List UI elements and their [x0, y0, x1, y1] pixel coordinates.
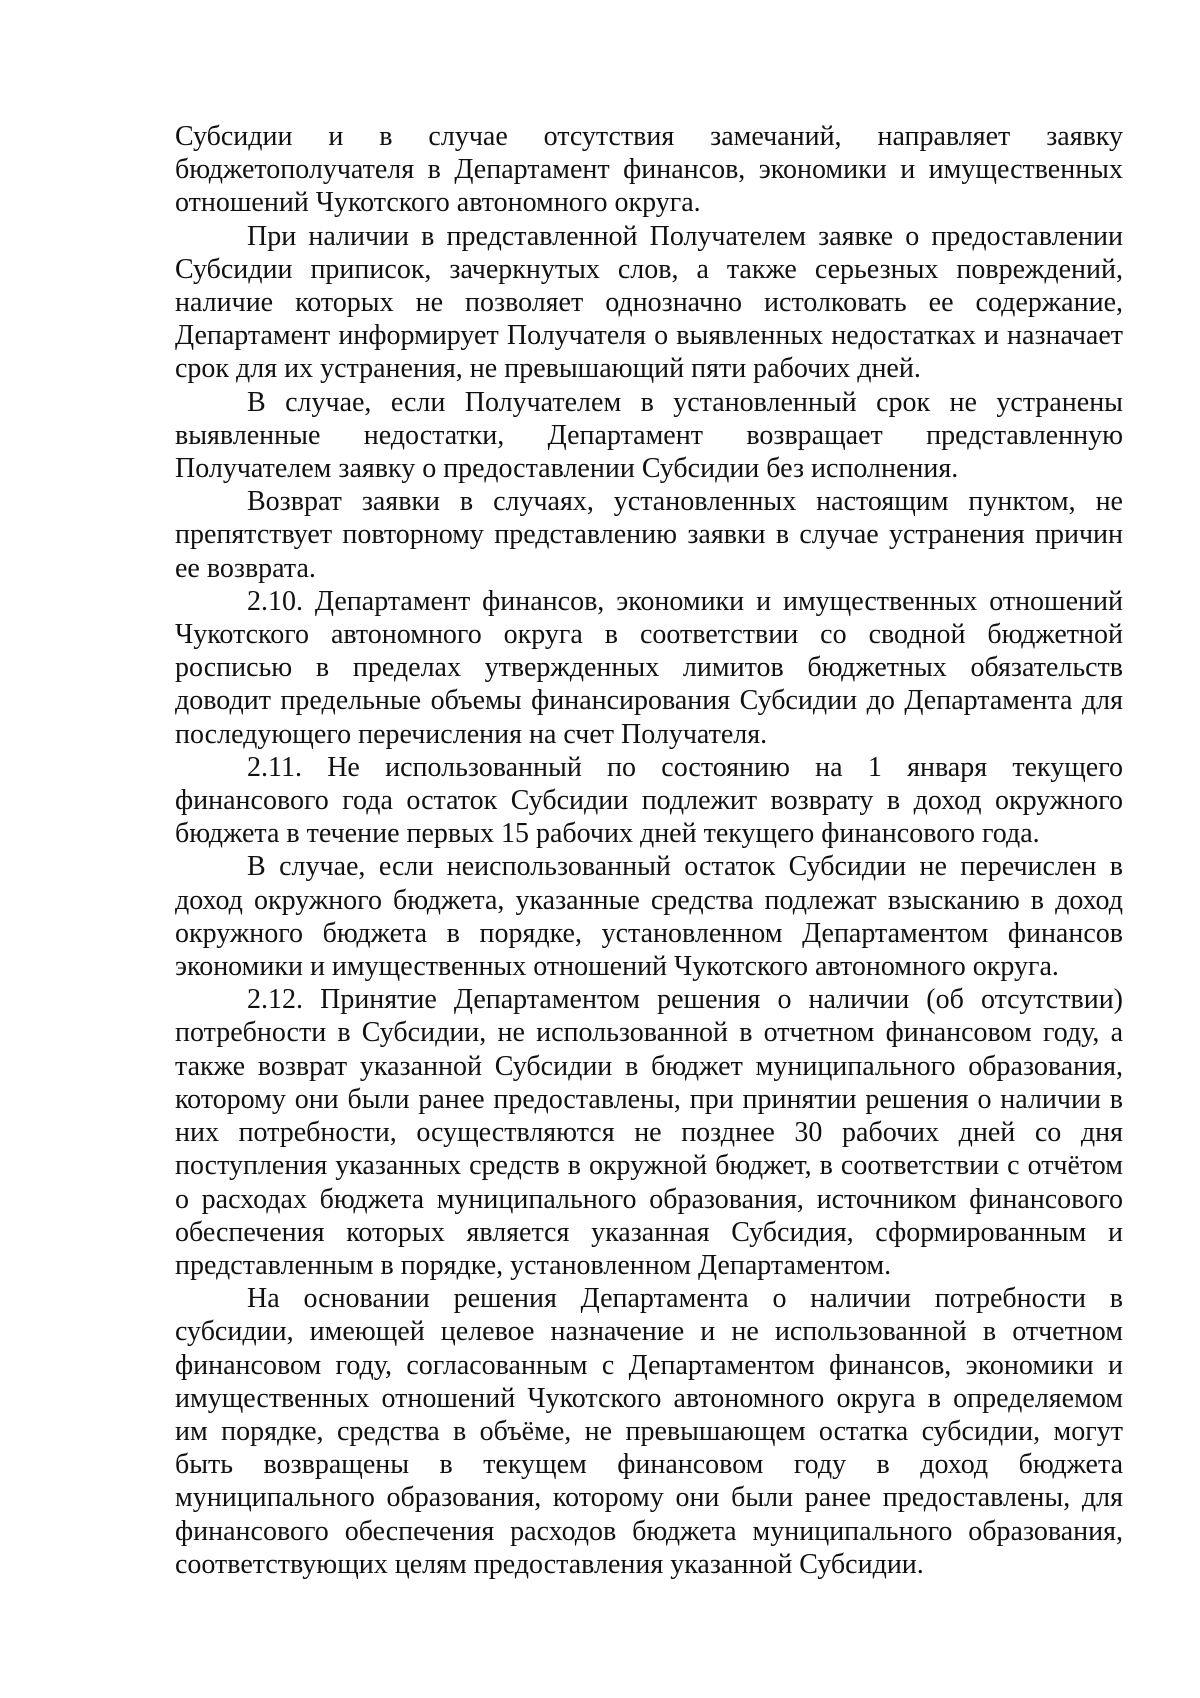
- paragraph: Возврат заявки в случаях, установленных настоящим пунктом, не препятствует повторному представлению заявки в случае устранения причин ее возврата.: [175, 486, 1123, 584]
- paragraph: Субсидии и в случае отсутствия замечаний, направляет заявку бюджетополучателя в Департамент финансов, экономики и имущественных отношений Чукотского автономного округа.: [175, 121, 1123, 219]
- paragraph: В случае, если Получателем в установленный срок не устранены выявленные недостатки, Департамент возвращает представленную Получателем заявку о предоставлении Субсидии без исполнения.: [175, 386, 1123, 485]
- paragraph: При наличии в представленной Получателем заявке о предоставлении Субсидии приписок, зачеркнутых слов, а также серьезных повреждений, наличие которых не позволяет однозначно истолковать ее содержание, Департамент информирует Получателя о выявленных недостатках и назначает срок для их устранения, не превышающий пяти рабочих дней.: [175, 220, 1123, 385]
- paragraph: В случае, если неиспользованный остаток Субсидии не перечислен в доход окружного бюджета, указанные средства подлежат взысканию в доход окружного бюджета в порядке, установленном Департаментом финансов экономики и имущественных отношений Чукотского автономного округа.: [175, 851, 1123, 983]
- paragraph-section-2-12: 2.12. Принятие Департаментом решения о наличии (об отсутствии) потребности в Субсидии, не использованной в отчетном финансовом году, а также возврат указанной Субсидии в бюджет муниципального образования, которому они были ранее предоставлены, при принятии решения о наличии в них потребности, осуществляются не позднее 30 рабочих дней со дня поступления указанных средств в окружной бюджет, в соответствии с отчётом о расходах бюджета муниципального образования, источником финансового обеспечения которых является указанная Субсидия, сформированным и представленным в порядке, установленном Департаментом.: [175, 984, 1123, 1281]
- paragraph: На основании решения Департамента о наличии потребности в субсидии, имеющей целевое назначение и не использованной в отчетном финансовом году, согласованным с Департаментом финансов, экономики и имущественных отношений Чукотского автономного округа в определяемом им порядке, средства в объёме, не превышающем остатка субсидии, могут быть возвращены в текущем финансовом году в доход бюджета муниципального образования, которому они были ранее предоставлены, для финансового обеспечения расходов бюджета муниципального образования, соответствующих целям предоставления указанной Субсидии.: [175, 1283, 1123, 1580]
- paragraph-section-2-11: 2.11. Не использованный по состоянию на 1 января текущего финансового года остаток Субсидии подлежит возврату в доход окружного бюджета в течение первых 15 рабочих дней текущего финансового года.: [175, 751, 1123, 850]
- paragraph-section-2-10: 2.10. Департамент финансов, экономики и имущественных отношений Чукотского автономного округа в соответствии со сводной бюджетной росписью в пределах утвержденных лимитов бюджетных обязательств доводит предельные объемы финансирования Субсидии до Департамента для последующего перечисления на счет Получателя.: [175, 585, 1123, 750]
- document-body: [175, 120, 1123, 1581]
